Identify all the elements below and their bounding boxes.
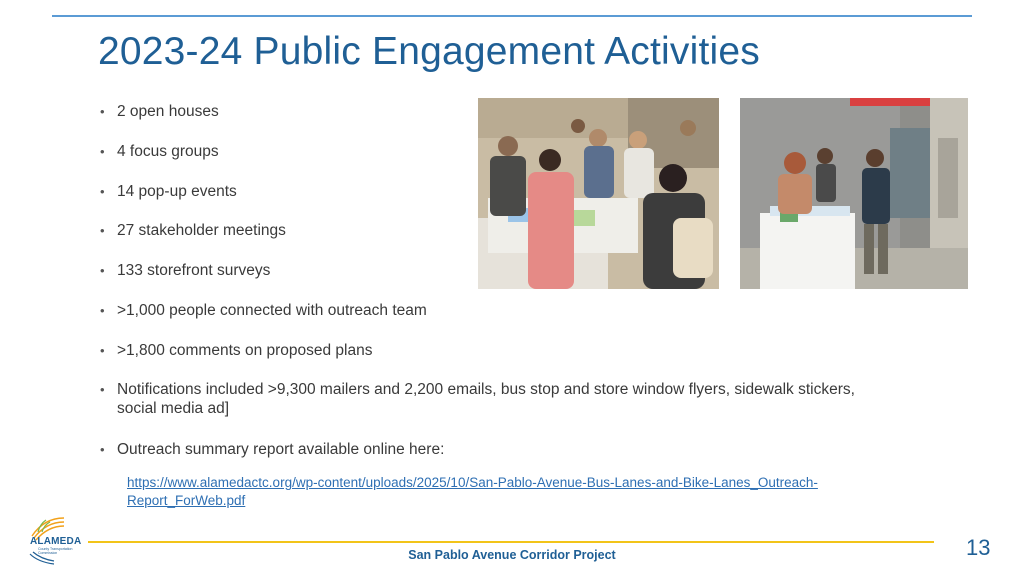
top-divider: [52, 15, 972, 17]
bullet-item: • >1,800 comments on proposed plans: [100, 341, 857, 360]
open-house-photo: [478, 98, 719, 289]
slide-title: 2023-24 Public Engagement Activities: [98, 30, 760, 73]
bullet-item: • 14 pop-up events: [100, 182, 857, 201]
logo-name: ALAMEDA: [30, 536, 82, 547]
bottom-divider: [88, 541, 934, 543]
outreach-report-link[interactable]: https://www.alamedactc.org/wp-content/uploads/2025/10/San-Pablo-Avenue-Bus-Lanes-and-Bike-Lanes_Outreach-Report_ForWeb.pdf: [127, 475, 818, 508]
logo-subtitle: County Transportation Commission: [38, 547, 73, 555]
bullet-item: • 27 stakeholder meetings: [100, 221, 857, 240]
bullet-item: • 133 storefront surveys: [100, 261, 857, 280]
bullet-item: • 2 open houses: [100, 102, 857, 121]
bullet-item: • Notifications included >9,300 mailers and 2,200 emails, bus stop and store window flyers, sidewalk stickers, social media ad]: [100, 380, 857, 418]
bullet-item: • 4 focus groups: [100, 142, 857, 161]
pop-up-event-photo: [740, 98, 968, 289]
footer-project-name: San Pablo Avenue Corridor Project: [408, 548, 616, 562]
bullet-item: • >1,000 people connected with outreach team: [100, 301, 857, 320]
page-number: 13: [966, 535, 991, 560]
bullet-item: • Outreach summary report available online here:: [100, 440, 857, 459]
